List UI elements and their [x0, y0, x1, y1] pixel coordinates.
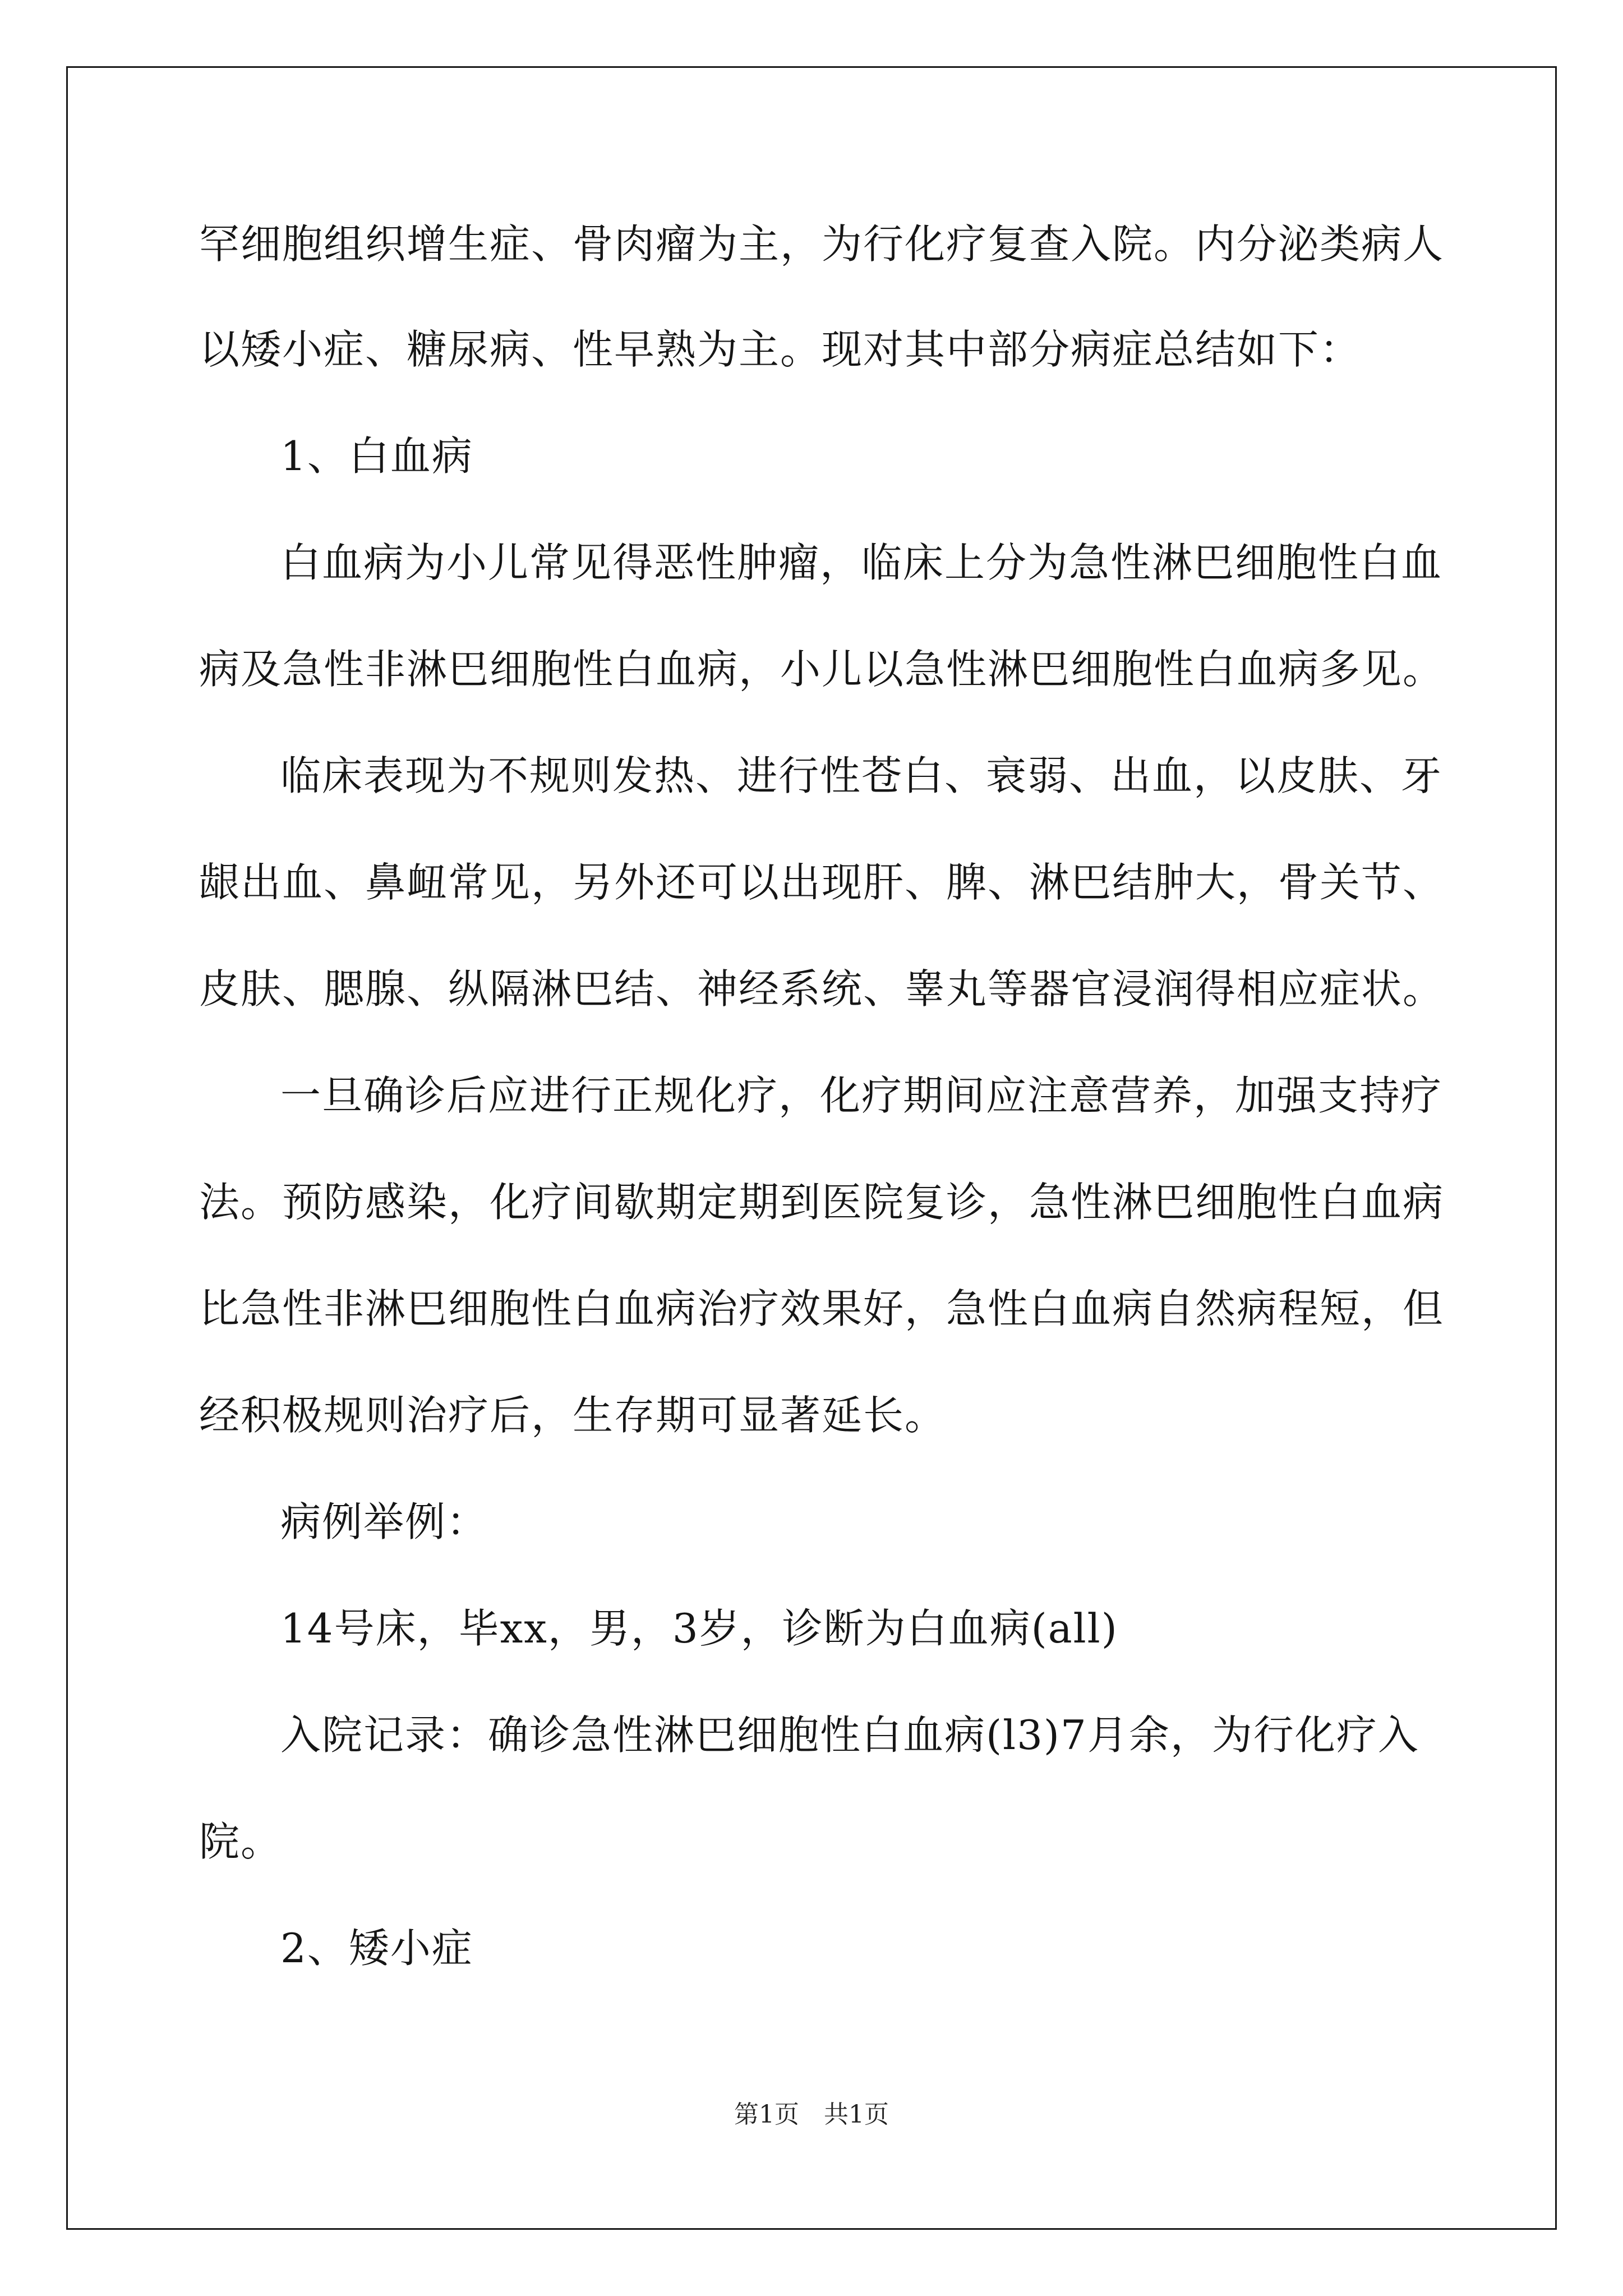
page-border: [66, 66, 1557, 2230]
text-line-2: 以矮小症、糖尿病、性早熟为主。现对其中部分病症总结如下：: [199, 326, 1362, 373]
text-line-4: 白血病为小儿常见得恶性肿瘤，临床上分为急性淋巴细胞性白血: [280, 539, 1443, 586]
admission-record-line: 入院记录：确诊急性淋巴细胞性白血病(l3)7月余，为行化疗入: [280, 1711, 1419, 1759]
text-line-16: 院。: [199, 1818, 283, 1865]
text-line-12: 经积极规则治疗后，生存期可显著延长。: [199, 1392, 947, 1439]
text-line-6: 临床表现为不规则发热、进行性苍白、衰弱、出血，以皮肤、牙: [280, 752, 1443, 799]
page-footer: [0, 2098, 1623, 2132]
page-number-current: 第1页: [734, 2100, 799, 2129]
case-example-heading: 病例举例：: [280, 1498, 488, 1545]
text-line-9: 一旦确诊后应进行正规化疗，化疗期间应注意营养，加强支持疗: [280, 1072, 1443, 1119]
text-line-11: 比急性非淋巴细胞性白血病治疗效果好，急性白血病自然病程短，但: [199, 1285, 1445, 1332]
text-line-7: 龈出血、鼻衄常见，另外还可以出现肝、脾、淋巴结肿大，骨关节、: [199, 859, 1445, 906]
page-number-total: 共1页: [824, 2100, 889, 2129]
text-line-5: 病及急性非淋巴细胞性白血病，小儿以急性淋巴细胞性白血病多见。: [199, 646, 1445, 693]
text-line-1: 罕细胞组织增生症、骨肉瘤为主，为行化疗复查入院。内分泌类病人: [199, 220, 1445, 268]
text-line-10: 法。预防感染，化疗间歇期定期到医院复诊，急性淋巴细胞性白血病: [199, 1179, 1445, 1226]
section-heading-short-stature: 2、矮小症: [280, 1925, 473, 1972]
case-patient-line: 14号床，毕xx，男，3岁，诊断为白血病(all): [280, 1605, 1118, 1652]
text-line-8: 皮肤、腮腺、纵隔淋巴结、神经系统、睾丸等器官浸润得相应症状。: [199, 965, 1445, 1013]
section-heading-leukemia: 1、白血病: [280, 432, 473, 480]
